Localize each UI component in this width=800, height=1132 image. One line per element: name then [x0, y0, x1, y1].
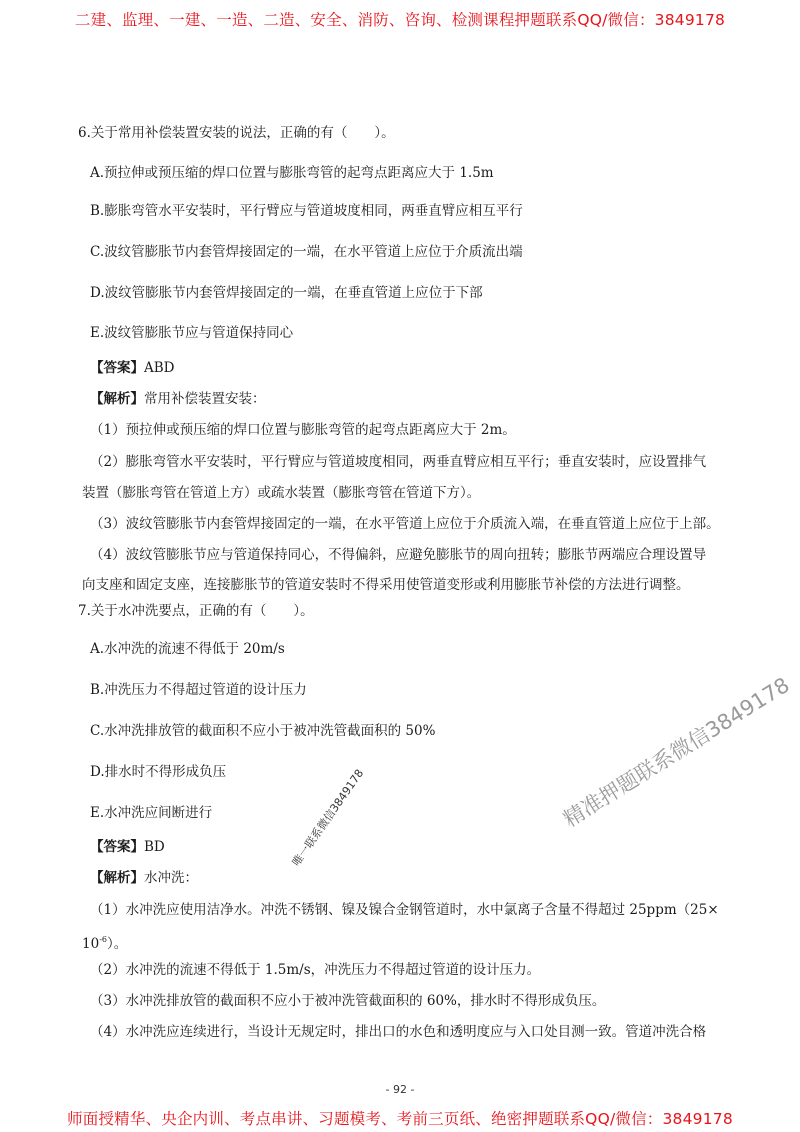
analysis-label: 【解析】 — [90, 391, 144, 407]
analysis-intro: 水冲洗： — [144, 870, 198, 886]
question-6-answer — [90, 359, 175, 377]
exponent-base: 10 — [82, 936, 100, 952]
question-7-option-b: B.冲洗压力不得超过管道的设计压力 — [90, 682, 307, 698]
question-6-analysis-line: （4）波纹管膨胀节应与管道保持同心，不得偏斜，应避免膨胀节的周向扭转；膨胀节两端应合理设置导 — [90, 547, 707, 563]
question-7-stem: 7.关于水冲洗要点，正确的有（ ）。 — [78, 603, 314, 619]
answer-label: 【答案】 — [90, 360, 144, 376]
question-6-analysis-heading — [90, 390, 266, 408]
question-6-analysis-line: 装置（膨胀弯管在管道上方）或疏水装置（膨胀弯管在管道下方）。 — [82, 485, 481, 501]
question-7-analysis-line: （4）水冲洗应连续进行，当设计无规定时，排出口的水色和透明度应与入口处目测一致。管道冲洗合格 — [90, 1024, 707, 1040]
watermark-small: 唯一联系微信3849178 — [289, 766, 367, 869]
question-7-option-d: D.排水时不得形成负压 — [90, 764, 227, 780]
question-7-analysis-heading — [90, 869, 198, 887]
question-6-option-e: E.波纹管膨胀节应与管道保持同心 — [90, 325, 294, 341]
exponent: -6 — [99, 935, 107, 944]
question-6-analysis-line: （1）预拉伸或预压缩的焊口位置与膨胀弯管的起弯点距离应大于 2m。 — [90, 422, 516, 438]
question-6-stem: 6.关于常用补偿装置安装的说法，正确的有（ ）。 — [78, 125, 395, 141]
question-6-analysis-line: （2）膨胀弯管水平安装时，平行臂应与管道坡度相同，两垂直臂应相互平行；垂直安装时，应设置排气 — [90, 454, 707, 470]
page-number: - 92 - — [385, 1083, 415, 1096]
question-7-answer — [90, 838, 165, 856]
bottom-banner: 师面授精华、央企内训、考点串讲、习题模考、考前三页纸、绝密押题联系QQ/微信：3849178 — [67, 1110, 733, 1128]
answer-value: BD — [144, 839, 165, 855]
exponent-tail: ）。 — [106, 936, 128, 952]
question-7-analysis-line: （2）水冲洗的流速不得低于 1.5m/s，冲洗压力不得超过管道的设计压力。 — [90, 962, 541, 978]
answer-label: 【答案】 — [90, 839, 144, 855]
analysis-label: 【解析】 — [90, 870, 144, 886]
watermark-large: 精准押题联系微信3849178 — [559, 672, 794, 832]
question-7-analysis-line-continued — [82, 931, 127, 953]
question-6-option-c: C.波纹管膨胀节内套管焊接固定的一端，在水平管道上应位于介质流出端 — [90, 244, 523, 260]
question-6-analysis-line: （3）波纹管膨胀节内套管焊接固定的一端，在水平管道上应位于介质流入端，在垂直管道上应位于上部。 — [90, 516, 720, 532]
answer-value: ABD — [144, 360, 175, 376]
question-6-option-b: B.膨胀弯管水平安装时，平行臂应与管道坡度相同，两垂直臂应相互平行 — [90, 203, 523, 219]
question-6-option-d: D.波纹管膨胀节内套管焊接固定的一端，在垂直管道上应位于下部 — [90, 285, 483, 301]
question-6-option-a: A.预拉伸或预压缩的焊口位置与膨胀弯管的起弯点距离应大于 1.5m — [90, 165, 494, 181]
question-7-option-e: E.水冲洗应间断进行 — [90, 805, 213, 821]
question-7-option-a: A.水冲洗的流速不得低于 20m/s — [90, 641, 285, 657]
question-7-analysis-line: （1）水冲洗应使用洁净水。冲洗不锈钢、镍及镍合金钢管道时，水中氯离子含量不得超过 25ppm（25× — [90, 902, 719, 918]
question-6-analysis-line: 向支座和固定支座，连接膨胀节的管道安装时不得采用使管道变形或利用膨胀节补偿的方法进行调整。 — [82, 577, 690, 593]
question-7-analysis-line: （3）水冲洗排放管的截面积不应小于被冲洗管截面积的 60%，排水时不得形成负压。 — [90, 993, 606, 1009]
question-7-option-c: C.水冲洗排放管的截面积不应小于被冲洗管截面积的 50% — [90, 723, 436, 739]
top-banner: 二建、监理、一建、一造、二造、安全、消防、咨询、检测课程押题联系QQ/微信：3849178 — [74, 11, 726, 29]
analysis-intro: 常用补偿装置安装： — [144, 391, 266, 407]
